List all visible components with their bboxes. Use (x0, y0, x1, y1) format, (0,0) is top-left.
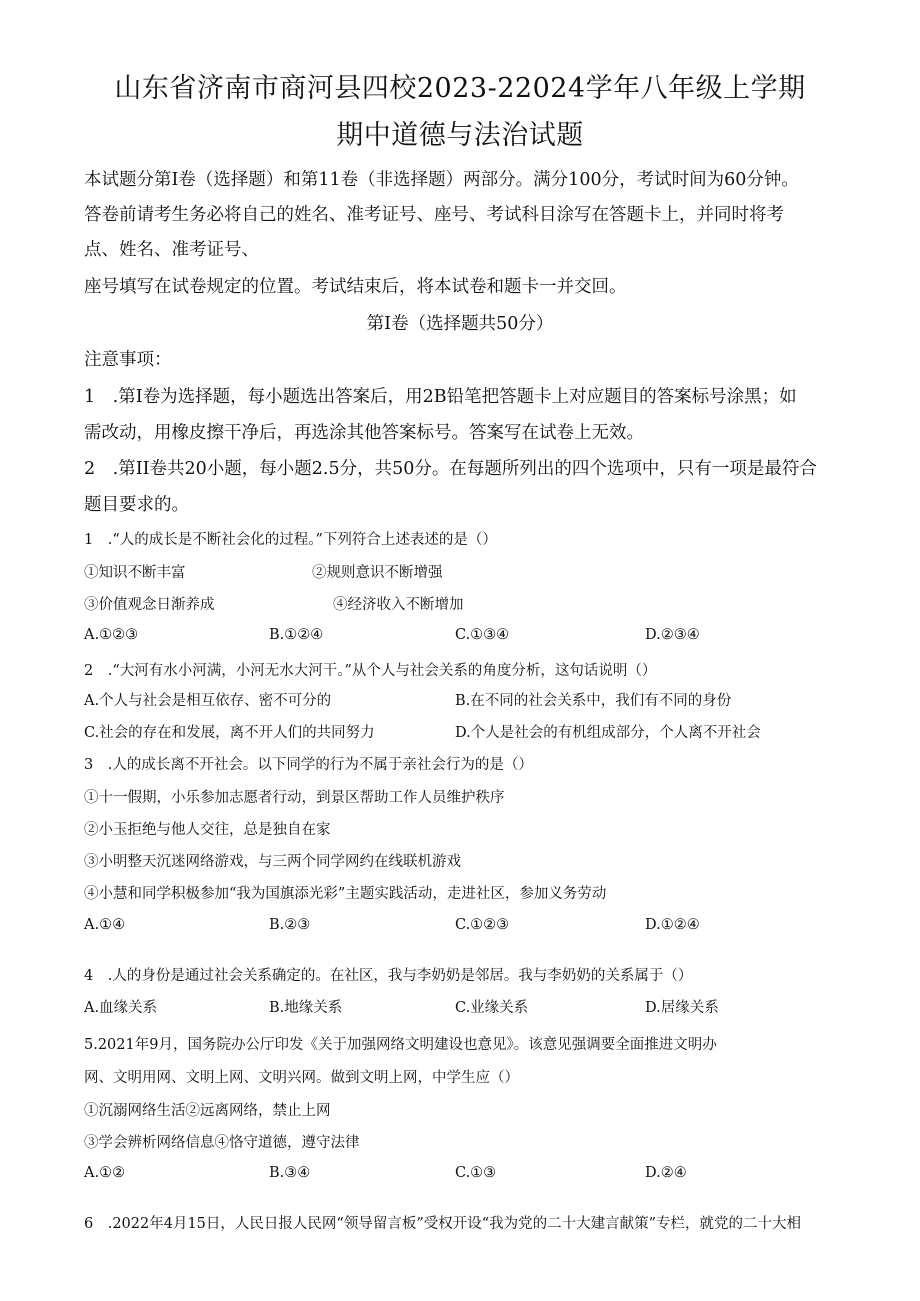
exam-title-line1: 山东省济南市商河县四校2023-22024学年八年级上学期 (114, 73, 806, 104)
question-4-option-b: B.地缘关系 (269, 1000, 343, 1016)
question-3-statement-1: ①十一假期，小乐参加志愿者行动，到景区帮助工作人员维护秩序 (84, 790, 505, 806)
question-5-statements-1-2: ①沉溺网络生活②远离网络，禁止上网 (84, 1103, 331, 1119)
question-4-option-d: D.居缘关系 (645, 1000, 719, 1016)
question-3-option-c: C.①②③ (455, 917, 510, 933)
question-2-stem: 2 .“大河有水小河满，小河无水大河干。”从个人与社会关系的角度分析，这句话说明（） (84, 663, 657, 679)
notice-item-2b: 题目要求的。 (84, 495, 189, 515)
question-3-option-d: D.①②④ (645, 917, 700, 933)
question-5-option-d: D.②④ (645, 1165, 687, 1181)
section-heading: 第I卷（选择题共50分） (366, 314, 554, 334)
question-2-option-c: C.社会的存在和发展，离不开人们的共同努力 (84, 725, 375, 741)
question-2-option-d: D.个人是社会的有机组成部分，个人离不开社会 (455, 725, 761, 741)
question-1-option-b: B.①②④ (269, 627, 324, 643)
question-2-option-b: B.在不同的社会关系中，我们有不同的身份 (455, 693, 732, 709)
notice-item-2a: 2 .第II卷共20小题，每小题2.5分，共50分。在每题所列出的四个选项中，只有一项是最符合 (84, 459, 817, 479)
question-2-option-a: A.个人与社会是相互依存、密不可分的 (84, 693, 332, 709)
question-1-statement-1: ①知识不断丰富 (84, 565, 186, 581)
question-1-statement-2: ②规则意识不断增强 (312, 565, 443, 581)
question-1-option-d: D.②③④ (645, 627, 700, 643)
question-6-stem: 6 .2022年4月15日，人民日报人民网“领导留言板”受权开设“我为党的二十大建言献策”专栏，就党的二十大相 (84, 1216, 802, 1232)
question-1-statement-3: ③价值观念日渐养成 (84, 597, 215, 613)
question-5-option-c: C.①③ (455, 1165, 497, 1181)
intro-paragraph-2a: 答卷前请考生务必将自己的姓名、准考证号、座号、考试科目涂写在答题卡上，并同时将考 (84, 205, 784, 225)
intro-paragraph-3: 座号填写在试卷规定的位置。考试结束后，将本试卷和题卡一并交回。 (84, 277, 627, 297)
question-4-stem: 4 .人的身份是通过社会关系确定的。在社区，我与李奶奶是邻居。我与李奶奶的关系属于（） (84, 968, 693, 984)
notice-item-1b: 需改动，用橡皮擦干净后，再选涂其他答案标号。答案写在试卷上无效。 (84, 423, 644, 443)
question-1-stem: 1 .“人的成长是不断社会化的过程。”下列符合上述表述的是（） (84, 532, 497, 548)
question-1-statement-4: ④经济收入不断增加 (333, 597, 464, 613)
question-1-option-c: C.①③④ (455, 627, 510, 643)
question-5-statements-3-4: ③学会辨析网络信息④恪守道德，遵守法律 (84, 1135, 360, 1151)
question-1-option-a: A.①②③ (84, 627, 139, 643)
notice-item-1a: 1 .第I卷为选择题，每小题选出答案后，用2B铅笔把答题卡上对应题目的答案标号涂黑；如 (84, 387, 797, 407)
question-3-statement-4: ④小慧和同学积极参加“我为国旗添光彩”主题实践活动，走进社区，参加义务劳动 (84, 886, 607, 902)
question-4-option-c: C.业缘关系 (455, 1000, 529, 1016)
question-3-option-a: A.①④ (84, 917, 126, 933)
question-3-statement-3: ③小明整天沉迷网络游戏，与三两个同学网约在线联机游戏 (84, 854, 461, 870)
question-3-option-b: B.②③ (269, 917, 311, 933)
question-5-stem-line2: 网、文明用网、文明上网、文明兴网。做到文明上网，中学生应（） (84, 1070, 519, 1086)
question-3-statement-2: ②小玉拒绝与他人交往，总是独自在家 (84, 822, 331, 838)
question-4-option-a: A.血缘关系 (84, 1000, 158, 1016)
question-5-option-a: A.①② (84, 1165, 126, 1181)
question-5-option-b: B.③④ (269, 1165, 311, 1181)
notice-heading: 注意事项： (84, 350, 172, 370)
question-5-stem-line1: 5.2021年9月，国务院办公厅印发《关于加强网络文明建设也意见》。该意见强调要全面推进文明办 (84, 1037, 717, 1053)
exam-title-line2: 期中道德与法治试题 (336, 120, 584, 151)
question-3-stem: 3 .人的成长离不开社会。以下同学的行为不属于亲社会行为的是（） (84, 757, 533, 773)
intro-paragraph-1: 本试题分第I卷（选择题）和第11卷（非选择题）两部分。满分100分，考试时间为60分钟。 (84, 170, 799, 190)
intro-paragraph-2b: 点、姓名、准考证号、 (84, 240, 259, 260)
